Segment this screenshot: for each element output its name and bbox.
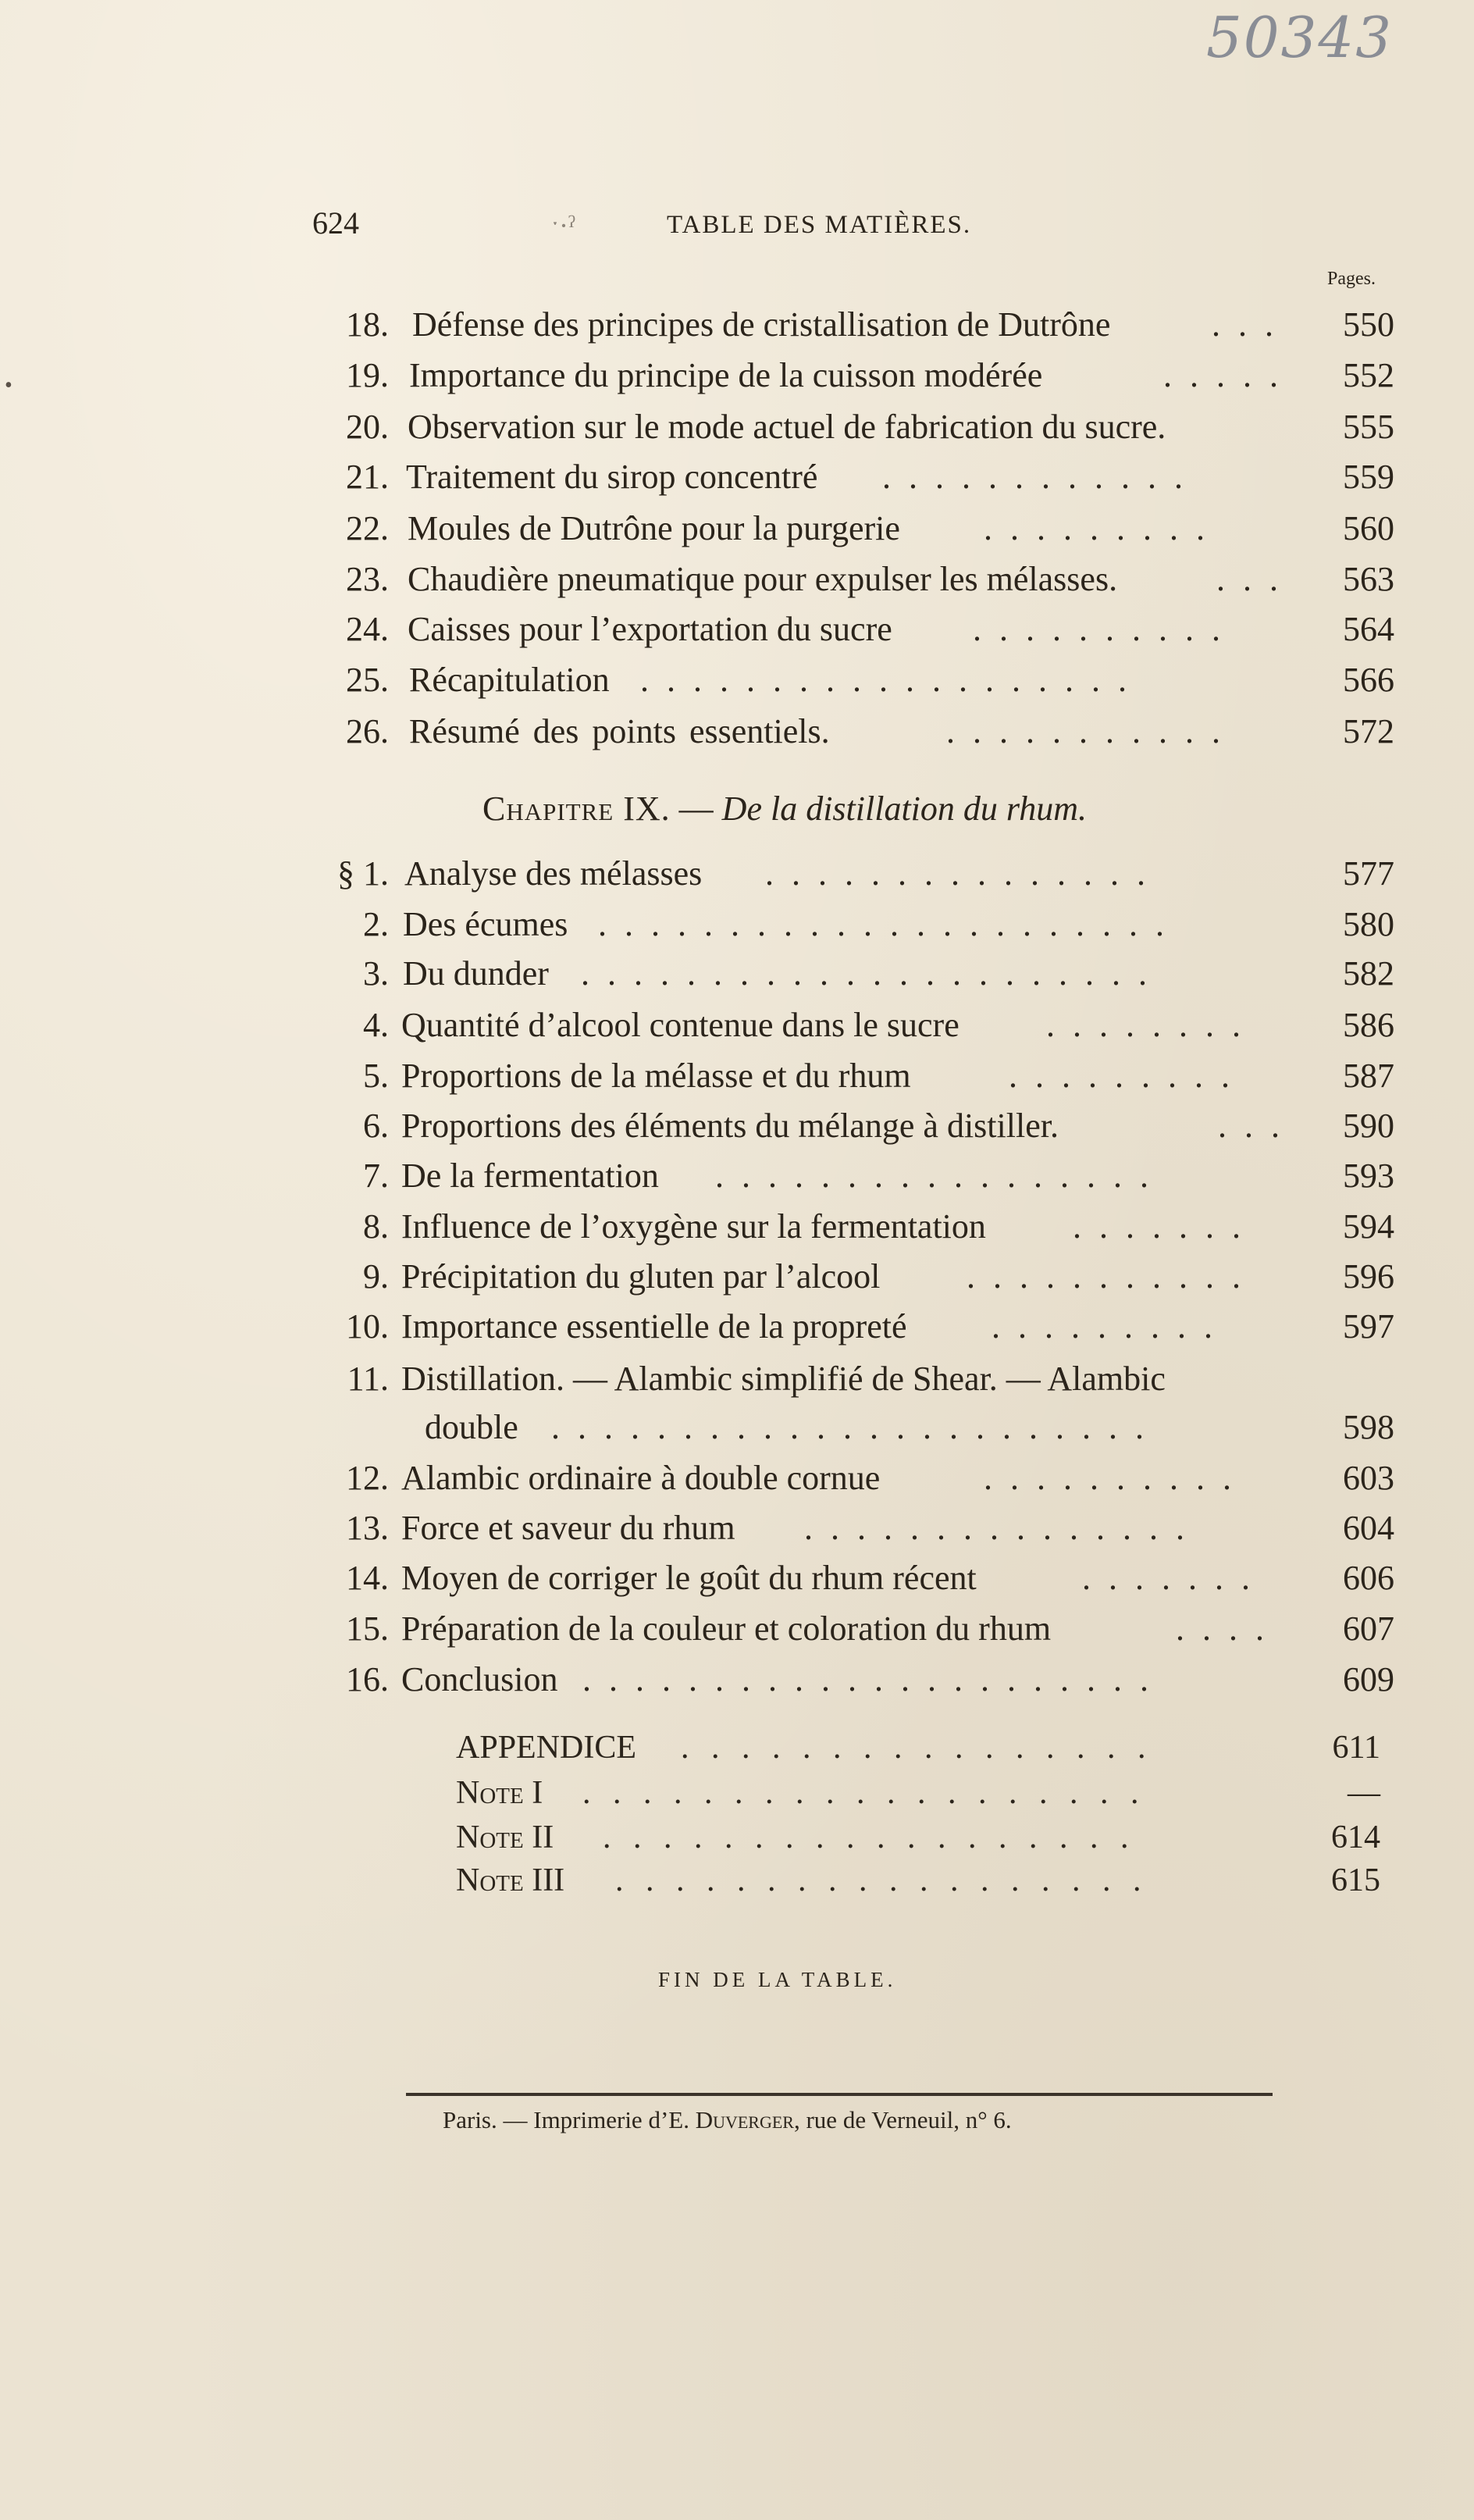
entry-page: 563: [1343, 560, 1394, 598]
leader-dots: . . . . . . . . .: [992, 1307, 1217, 1346]
entry-number: 10.: [346, 1307, 389, 1346]
leader-dots: . . . . . . . . . . . . . . . . . . .: [640, 661, 1131, 699]
entry-title: Chaudière pneumatique pour expulser les mélasses.: [408, 560, 1118, 598]
entry-number: 24.: [346, 610, 389, 648]
entry-title: Résumé des points essentiels.: [409, 712, 830, 750]
entry-number: 6.: [363, 1107, 389, 1145]
toc-entry: [0, 1609, 1474, 1652]
leader-dots: . . . . . . . . . . . . . . . . . . . . . .: [598, 905, 1169, 943]
leader-dots: . . . . . . . . .: [984, 509, 1209, 547]
entry-number: 15.: [346, 1609, 389, 1648]
toc-entry: [0, 1106, 1474, 1150]
chapter-dash: —: [670, 790, 722, 828]
leader-dots: . . . . . . . . . . .: [946, 712, 1225, 750]
entry-title: Quantité d’alcool contenue dans le sucre: [401, 1006, 960, 1044]
leader-dots: . . . .: [1176, 1609, 1269, 1648]
entry-title: Traitement du sirop concentré: [406, 458, 818, 496]
entry-number: 8.: [363, 1207, 389, 1246]
entry-page: 572: [1343, 712, 1394, 750]
entry-number: 7.: [363, 1157, 389, 1195]
leader-dots: . . . . . . . . . . . . . . . . . . .: [582, 1775, 1146, 1811]
entry-number: 4.: [363, 1006, 389, 1044]
leader-dots: . . . . . . . . . . .: [967, 1257, 1245, 1296]
entry-number: 22.: [346, 509, 389, 547]
toc-entry: [0, 1659, 1474, 1703]
pages-column-header: Pages.: [1327, 269, 1376, 289]
entry-number: 12.: [346, 1459, 389, 1497]
entry-page: 566: [1343, 661, 1394, 699]
entry-title: Analyse des mélasses: [404, 854, 703, 893]
appendix-page: 615: [1331, 1862, 1380, 1898]
entry-page: 582: [1343, 954, 1394, 993]
imprint-prefix: Paris. — Imprimerie d’E.: [443, 2106, 696, 2133]
entry-page: 590: [1343, 1107, 1394, 1145]
toc-entry: [0, 1508, 1474, 1552]
entry-title: Défense des principes de cristallisation de Dutrône: [412, 305, 1111, 344]
entry-title: Conclusion: [401, 1660, 558, 1698]
leader-dots: . . .: [1218, 1107, 1284, 1145]
toc-entry: [0, 660, 1474, 704]
entry-title: Proportions de la mélasse et du rhum: [401, 1057, 911, 1095]
entry-page: 598: [1343, 1408, 1394, 1446]
entry-page: 550: [1343, 305, 1394, 344]
entry-page: 607: [1343, 1609, 1394, 1648]
entry-title: Importance du principe de la cuisson modérée: [409, 356, 1043, 394]
entry-title: Préparation de la couleur et coloration du rhum: [401, 1609, 1052, 1648]
imprint-address: , rue de Verneuil, n° 6.: [793, 2106, 1012, 2133]
toc-entry: [0, 1005, 1474, 1049]
appendix-label: Note I: [456, 1775, 543, 1811]
toc-entry: [0, 1156, 1474, 1199]
entry-page: 603: [1343, 1459, 1394, 1497]
entry-title: Récapitulation: [409, 661, 610, 699]
entry-page: 552: [1343, 356, 1394, 394]
entry-title: Importance essentielle de la propreté: [401, 1307, 907, 1346]
bleed-through-mark: ˑ·ˀ: [551, 210, 575, 241]
toc-entry: [0, 457, 1474, 501]
entry-number: 26.: [346, 712, 389, 750]
entry-page: 606: [1343, 1559, 1394, 1597]
appendix-page: 614: [1331, 1820, 1380, 1855]
appendix-page: —: [1348, 1775, 1380, 1811]
end-of-table: FIN DE LA TABLE.: [658, 1968, 897, 1991]
appendix-label: Note III: [456, 1862, 565, 1898]
leader-dots: . . . . . . . . . . . . . . . . . . . . . .: [581, 954, 1152, 993]
toc-entry: [0, 1558, 1474, 1602]
entry-page: 609: [1343, 1660, 1394, 1698]
leader-dots: . . .: [1212, 305, 1278, 344]
imprint-printer-name: Duverger: [695, 2106, 794, 2133]
leader-dots: . . . . .: [1163, 356, 1283, 394]
ink-smudge-mark: •: [5, 373, 12, 397]
entry-page: 560: [1343, 509, 1394, 547]
entry-page: 604: [1343, 1509, 1394, 1547]
entry-title: Précipitation du gluten par l’alcool: [401, 1257, 881, 1296]
entry-page: 587: [1343, 1057, 1394, 1095]
chapter-heading: [482, 789, 1087, 829]
entry-page: 564: [1343, 610, 1394, 648]
leader-dots: . . . . . . . . . .: [973, 610, 1225, 648]
leader-dots: . . . . . . . . . . . . . . . . . .: [603, 1820, 1136, 1855]
appendix-label: APPENDICE: [456, 1730, 637, 1766]
toc-entry: [0, 1359, 1474, 1403]
toc-entry: [0, 609, 1474, 653]
entry-number: 19.: [346, 356, 389, 394]
toc-entry: [0, 559, 1474, 603]
entry-title: Moules de Dutrône pour la purgerie: [408, 509, 900, 547]
running-title: TABLE DES MATIÈRES.: [667, 211, 972, 239]
entry-title: Force et saveur du rhum: [401, 1509, 735, 1547]
toc-entry: [0, 1407, 1474, 1451]
appendix-entry: [0, 1774, 1474, 1818]
leader-dots: . . . . . . . . . . . . . . . .: [681, 1730, 1153, 1766]
appendix-label: Note II: [456, 1820, 554, 1855]
entry-number: 25.: [346, 661, 389, 699]
leader-dots: . . . . . . . . . . . . . . . . . . . . . . .: [551, 1408, 1148, 1446]
entry-number: 2.: [363, 905, 389, 943]
leader-dots: . . . . . . . . . .: [984, 1459, 1236, 1497]
entry-title: Moyen de corriger le goût du rhum récent: [401, 1559, 977, 1597]
entry-title: De la fermentation: [401, 1157, 659, 1195]
appendix-page: 611: [1332, 1730, 1380, 1766]
entry-page: 596: [1343, 1257, 1394, 1296]
toc-entry: [0, 407, 1474, 451]
leader-dots: . . . . . . . . . . . . . . .: [804, 1509, 1189, 1547]
leader-dots: . . . . . . .: [1082, 1559, 1255, 1597]
entry-title: Influence de l’oxygène sur la fermentation: [401, 1207, 986, 1246]
entry-title: Proportions des éléments du mélange à distiller.: [401, 1107, 1059, 1145]
leader-dots: . . . . . . .: [1073, 1207, 1245, 1246]
library-stamp: 50343: [1206, 5, 1394, 70]
chapter-subtitle: De la distillation du rhum.: [721, 790, 1087, 828]
toc-entry: [0, 1207, 1474, 1250]
entry-number: 11.: [347, 1360, 389, 1398]
toc-entry: [0, 1458, 1474, 1502]
toc-entry: [0, 1056, 1474, 1100]
entry-page: 580: [1343, 905, 1394, 943]
appendix-entry: [0, 1729, 1474, 1773]
leader-dots: . . . . . . . . . . . . . . . . . . . . . .: [582, 1660, 1153, 1698]
entry-number: 13.: [346, 1509, 389, 1547]
entry-title: Du dunder: [403, 954, 549, 993]
leader-dots: . . . . . . . . . . . .: [882, 458, 1187, 496]
entry-title: Alambic ordinaire à double cornue: [401, 1459, 881, 1497]
toc-entry: [0, 1306, 1474, 1350]
toc-entry: [0, 904, 1474, 948]
toc-entry: [0, 355, 1474, 399]
entry-number: 20.: [346, 408, 389, 446]
entry-page: 577: [1343, 854, 1394, 893]
entry-page: 597: [1343, 1307, 1394, 1346]
leader-dots: . . . . . . . . . . . . . . .: [765, 854, 1150, 893]
entry-number: 14.: [346, 1559, 389, 1597]
entry-title: Des écumes: [403, 905, 568, 943]
entry-number: 21.: [346, 458, 389, 496]
appendix-entry: [0, 1862, 1474, 1905]
printer-imprint: [443, 2106, 1012, 2134]
entry-title: Distillation. — Alambic simplifié de Shear. — Alambic: [401, 1360, 1166, 1398]
entry-page: 586: [1343, 1006, 1394, 1044]
entry-title: double: [425, 1408, 518, 1446]
entry-number: 23.: [346, 560, 389, 598]
leader-dots: . . . . . . . .: [1046, 1006, 1245, 1044]
toc-entry: [0, 953, 1474, 997]
entry-number: 3.: [363, 954, 389, 993]
leader-dots: . . . . . . . . . . . . . . . . . .: [615, 1862, 1148, 1898]
page-number: 624: [312, 205, 359, 241]
entry-title: Caisses pour l’exportation du sucre: [408, 610, 892, 648]
toc-entry: [0, 508, 1474, 552]
toc-entry: [0, 1256, 1474, 1300]
leader-dots: . . . . . . . . . . . . . . . . .: [715, 1157, 1153, 1195]
toc-entry: [0, 854, 1474, 897]
footer-rule: [406, 2093, 1273, 2096]
entry-number: 5.: [363, 1057, 389, 1095]
entry-number: 18.: [346, 305, 389, 344]
chapter-label: Chapitre IX.: [482, 790, 671, 828]
toc-entry: [0, 305, 1474, 348]
leader-dots: . . . . . . . . .: [1009, 1057, 1234, 1095]
entry-page: 594: [1343, 1207, 1394, 1246]
toc-entry: [0, 711, 1474, 755]
entry-page: 593: [1343, 1157, 1394, 1195]
leader-dots: . . .: [1216, 560, 1283, 598]
entry-title: Observation sur le mode actuel de fabrication du sucre.: [408, 408, 1166, 446]
appendix-entry: [0, 1819, 1474, 1862]
entry-number: 9.: [363, 1257, 389, 1296]
entry-page: 559: [1343, 458, 1394, 496]
entry-number: 16.: [346, 1660, 389, 1698]
entry-page: 555: [1343, 408, 1394, 446]
entry-number: § 1.: [337, 854, 389, 893]
